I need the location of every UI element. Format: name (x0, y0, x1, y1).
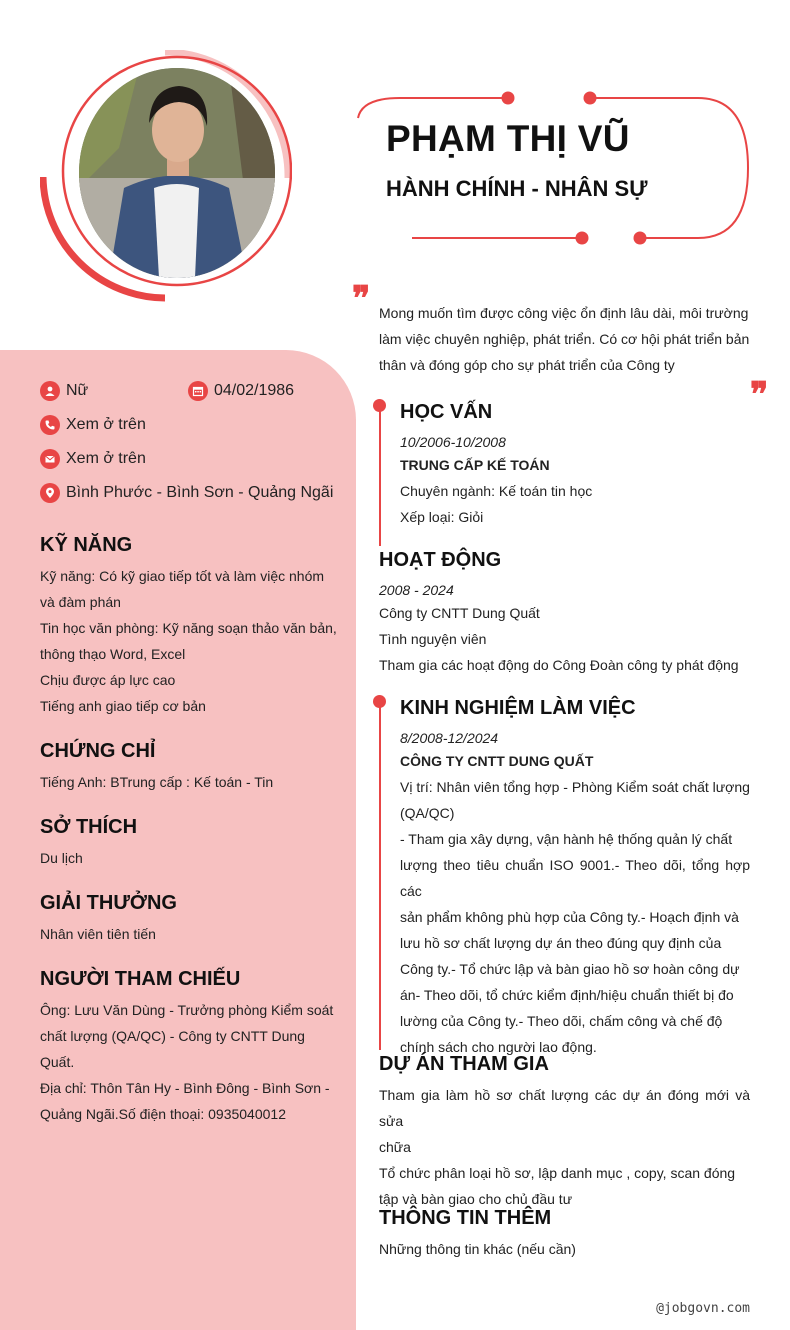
education-timeline-line (379, 404, 381, 546)
gender-value: Nữ (66, 382, 89, 399)
skill-line: Tin học văn phòng: Kỹ năng soạn thảo văn bản, (40, 620, 337, 636)
education-timeline-dot (373, 399, 386, 412)
experience-line: - Tham gia xây dựng, vận hành hệ thống quản lý chất (400, 831, 733, 847)
awards-section (40, 892, 340, 947)
experience-timeline-line (379, 700, 381, 1050)
close-quote-icon: ❞ (750, 375, 769, 415)
section-title: NGƯỜI THAM CHIẾU (40, 968, 241, 990)
contact-email (40, 449, 146, 469)
activities-date: 2008 - 2024 (379, 582, 454, 598)
section-title: DỰ ÁN THAM GIA (379, 1053, 549, 1075)
experience-line: sản phẩm không phù hợp của Công ty.- Hoạch định và (400, 909, 739, 925)
reference-line: Quảng Ngãi.Số điện thoại: 0935040012 (40, 1106, 286, 1122)
job-title: HÀNH CHÍNH - NHÂN SỰ (386, 176, 648, 201)
contact-phone (40, 415, 146, 435)
reference-line: Ông: Lưu Văn Dùng - Trưởng phòng Kiểm soát (40, 1002, 334, 1018)
activity-line: Tình nguyện viên (379, 631, 487, 647)
calendar-icon (188, 381, 208, 401)
address-value: Bình Phước - Bình Sơn - Quảng Ngãi (66, 484, 334, 501)
experience-line: lưu hồ sơ chất lượng dự án theo đúng quy định của (400, 935, 722, 951)
education-school: TRUNG CẤP KẾ TOÁN (400, 457, 550, 473)
section-title: HỌC VẤN (400, 401, 493, 423)
education-date: 10/2006-10/2008 (400, 434, 506, 450)
email-value: Xem ở trên (66, 450, 146, 467)
section-title: THÔNG TIN THÊM (379, 1207, 552, 1229)
reference-line: Địa chỉ: Thôn Tân Hy - Bình Đông - Bình Sơn - (40, 1080, 330, 1096)
hobby-line: Du lịch (40, 850, 83, 866)
education-section (400, 401, 750, 530)
skills-section (40, 534, 340, 719)
experience-line: Công ty.- Tổ chức lập và bàn giao hồ sơ hoàn công dự (400, 961, 740, 977)
contact-address (40, 483, 333, 503)
education-line: Chuyên ngành: Kế toán tin học (400, 483, 593, 499)
experience-line: (QA/QC) (400, 805, 455, 821)
open-quote-icon: ❞ (352, 279, 371, 319)
phone-icon (40, 415, 60, 435)
experience-line: lượng theo tiêu chuẩn ISO 9001.- Theo dõi, tổng hợp các (400, 857, 750, 899)
candidate-name: PHẠM THỊ VŨ (386, 118, 630, 159)
project-line: Tổ chức phân loại hồ sơ, lập danh mục , copy, scan đóng (379, 1165, 736, 1181)
experience-line: chính sách cho người lao động. (400, 1039, 597, 1055)
section-title: CHỨNG CHỈ (40, 740, 156, 762)
experience-line: Vị trí: Nhân viên tổng hợp - Phòng Kiểm soát chất lượng (400, 779, 750, 795)
skill-line: thông thạo Word, Excel (40, 646, 186, 662)
experience-line: lường của Công ty.- Theo dõi, chấm công và chế độ (400, 1013, 723, 1029)
skill-line: Kỹ năng: Có kỹ giao tiếp tốt và làm việc nhóm (40, 568, 325, 584)
hobbies-section (40, 816, 340, 871)
contact-gender (40, 381, 88, 401)
skill-line: Tiếng anh giao tiếp cơ bản (40, 698, 206, 714)
more-info-section (379, 1207, 750, 1262)
skill-line: Chịu được áp lực cao (40, 672, 176, 688)
section-title: GIẢI THƯỞNG (40, 892, 177, 914)
experience-date: 8/2008-12/2024 (400, 730, 499, 746)
certificates-section (40, 740, 340, 795)
phone-value: Xem ở trên (66, 416, 146, 433)
experience-company: CÔNG TY CNTT DUNG QUẤT (400, 753, 594, 769)
mail-icon (40, 449, 60, 469)
section-title: KỸ NĂNG (40, 534, 133, 556)
section-title: KINH NGHIỆM LÀM VIỆC (400, 697, 636, 719)
section-title: HOẠT ĐỘNG (379, 549, 502, 571)
activity-line: Công ty CNTT Dung Quất (379, 605, 540, 621)
person-icon (40, 381, 60, 401)
location-icon (40, 483, 60, 503)
certificate-line: Tiếng Anh: BTrung cấp : Kế toán - Tin (40, 774, 274, 790)
references-section (40, 968, 340, 1127)
activities-section (379, 549, 750, 678)
career-objective: Mong muốn tìm được công việc ổn định lâu dài, môi trường làm việc chuyên nghiệp, phát triển. Có cơ hội phát triển bản thân và đóng góp cho sự phát triển của Công ty (379, 305, 750, 373)
more-info-line: Những thông tin khác (nếu cần) (379, 1241, 576, 1257)
footer-brand: @jobgovn.com (656, 1301, 750, 1316)
birthdate-value: 04/02/1986 (214, 382, 295, 399)
reference-line: chất lượng (QA/QC) - Công ty CNTT Dung Quất. (40, 1028, 305, 1070)
experience-section (400, 697, 750, 1060)
award-line: Nhân viên tiên tiến (40, 926, 156, 942)
project-line: chữa (379, 1139, 411, 1155)
section-title: SỞ THÍCH (40, 816, 138, 838)
project-line: tập và bàn giao cho chủ đầu tư (379, 1191, 573, 1207)
projects-section (379, 1053, 750, 1212)
education-line: Xếp loại: Giỏi (400, 509, 484, 525)
skill-line: và đàm phán (40, 594, 121, 610)
contact-birthdate (188, 381, 294, 401)
project-line: Tham gia làm hồ sơ chất lượng các dự án đóng mới và sửa (379, 1087, 750, 1129)
experience-line: án- Theo dõi, tổ chức kiểm định/hiệu chuẩn thiết bị đo (400, 987, 734, 1003)
activity-line: Tham gia các hoạt động do Công Đoàn công ty phát động (379, 657, 739, 673)
experience-timeline-dot (373, 695, 386, 708)
